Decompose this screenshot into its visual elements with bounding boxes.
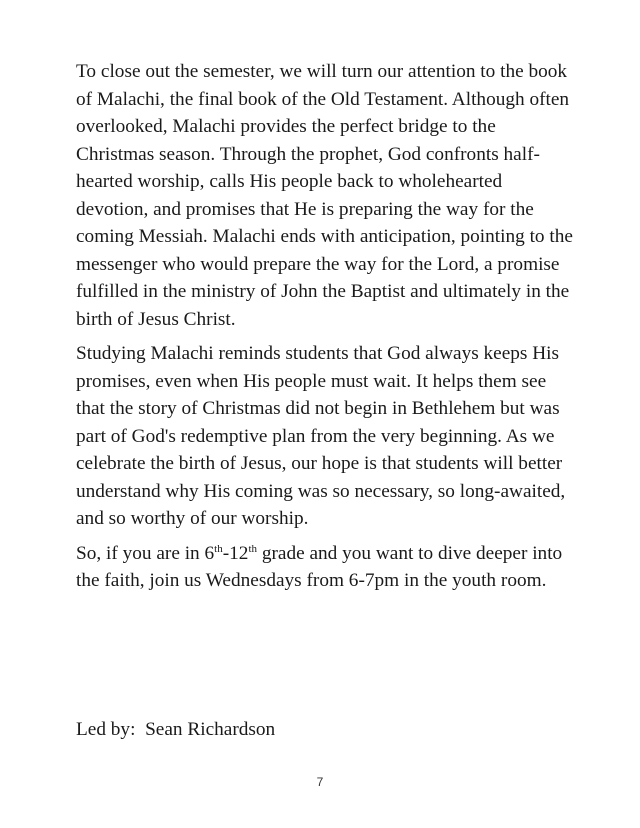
invite-superscript-th-2: th — [248, 542, 257, 555]
paragraph-malachi-intro: To close out the semester, we will turn our attention to the book of Malachi, the final book of the Old Testament. Although often overlooked, Malachi provides the perfect bridge to the Christmas season. Through the prophet, God confronts half-hearted worship, calls His people back to wholehearted devotion, and promises that He is preparing the way for the coming Messiah. Malachi ends with anticipation, pointing to the messenger who would prepare the way for the Lord, a promise fulfilled in the ministry of John the Baptist and ultimately in the birth of Jesus Christ. — [76, 61, 573, 330]
led-by-line: Led by: Sean Richardson — [76, 719, 276, 740]
invite-grade-range-text: -12 — [222, 542, 249, 564]
paragraph-studying-malachi: Studying Malachi reminds students that God always keeps His promises, even when His people must wait. It helps them see that the story of Christmas did not begin in Bethlehem but was part of God's redemptive plan from the very beginning. As we celebrate the birth of Jesus, our hope is that students will better understand why His coming was so necessary, so long-awaited, and so worthy of our worship. — [76, 343, 566, 529]
invite-intro-text: So, if you are in 6 — [76, 542, 215, 564]
page-number: 7 — [316, 775, 324, 789]
invite-rest-text: grade and you want to dive deeper into the faith, join us Wednesdays from 6-7pm in the youth room. — [76, 542, 563, 591]
invite-superscript-th-1: th — [214, 542, 223, 555]
document-body — [76, 58, 576, 595]
paragraph-invitation — [76, 540, 576, 595]
